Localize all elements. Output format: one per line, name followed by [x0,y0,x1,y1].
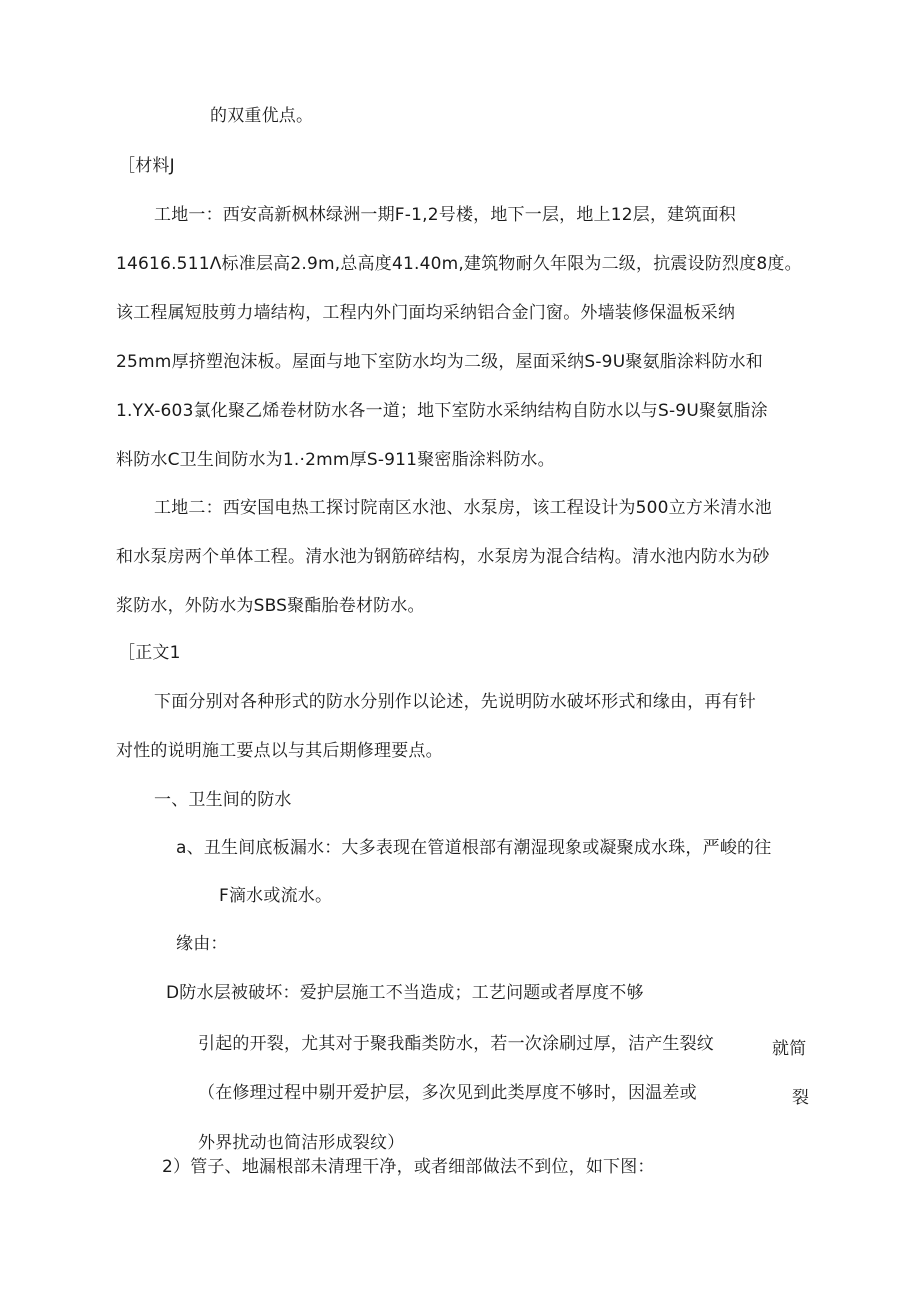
text-line: F滴水或流水。 [219,886,333,906]
text-line: 外界扰动也简洁形成裂纹） [198,1133,405,1153]
text-line: 浆防水，外防水为SBS聚酯胎卷材防水。 [116,596,425,616]
text-line: 和水泵房两个单体工程。清水池为钢筋碎结构，水泵房为混合结构。清水池内防水为砂 [116,547,770,567]
text-line: 的双重优点。 [210,106,314,126]
text-line: 工地一：西安高新枫林绿洲一期F-1,2号楼，地下一层，地上12层，建筑面积 [154,205,736,225]
margin-note: 裂 [792,1088,810,1108]
text-line: 1.YX-603氯化聚乙烯卷材防水各一道；地下室防水采纳结构自防水以与S-9U聚氨脂涂 [116,401,768,421]
section-heading-body: ［正文1 [118,643,181,663]
text-line: 工地二：西安国电热工探讨院南区水池、水泵房，该工程设计为500立方米清水池 [154,498,772,518]
section-heading-bathroom: 一、卫生间的防水 [154,790,292,810]
text-line: 2）管子、地漏根部未清理干净，或者细部做法不到位，如下图： [162,1157,655,1177]
text-line: 25mm厚挤塑泡沫板。屋面与地下室防水均为二级，屋面采纳S-9U聚氨脂涂料防水和 [116,352,763,372]
text-line: D防水层被破坏：爱护层施工不当造成；工艺问题或者厚度不够 [166,983,644,1003]
margin-note: 就简 [772,1039,807,1059]
section-heading-materials: ［材料J [118,156,175,176]
text-line: a、丑生间底板漏水：大多表现在管道根部有潮湿现象或凝聚成水珠，严峻的往 [176,838,772,858]
text-line: 对性的说明施工要点以与其后期修理要点。 [116,741,443,761]
text-line: 14616.511Λ标准层高2.9m,总高度41.40m,建筑物耐久年限为二级，抗震设防烈度8度。 [116,254,802,274]
text-line: 下面分别对各种形式的防水分别作以论述，先说明防水破坏形式和缘由，再有针 [154,692,756,712]
text-line: 缘由： [176,934,228,954]
text-line: （在修理过程中剔开爱护层，多次见到此类厚度不够时，因温差或 [198,1083,697,1103]
text-line: 引起的开裂，尤其对于聚我酯类防水，若一次涂刷过厚，洁产生裂纹 [198,1034,714,1054]
text-line: 料防水C卫生间防水为1.·2mm厚S-911聚密脂涂料防水。 [116,450,555,470]
text-line: 该工程属短肢剪力墙结构，工程内外门面均采纳铝合金门窗。外墙装修保温板采纳 [116,303,736,323]
